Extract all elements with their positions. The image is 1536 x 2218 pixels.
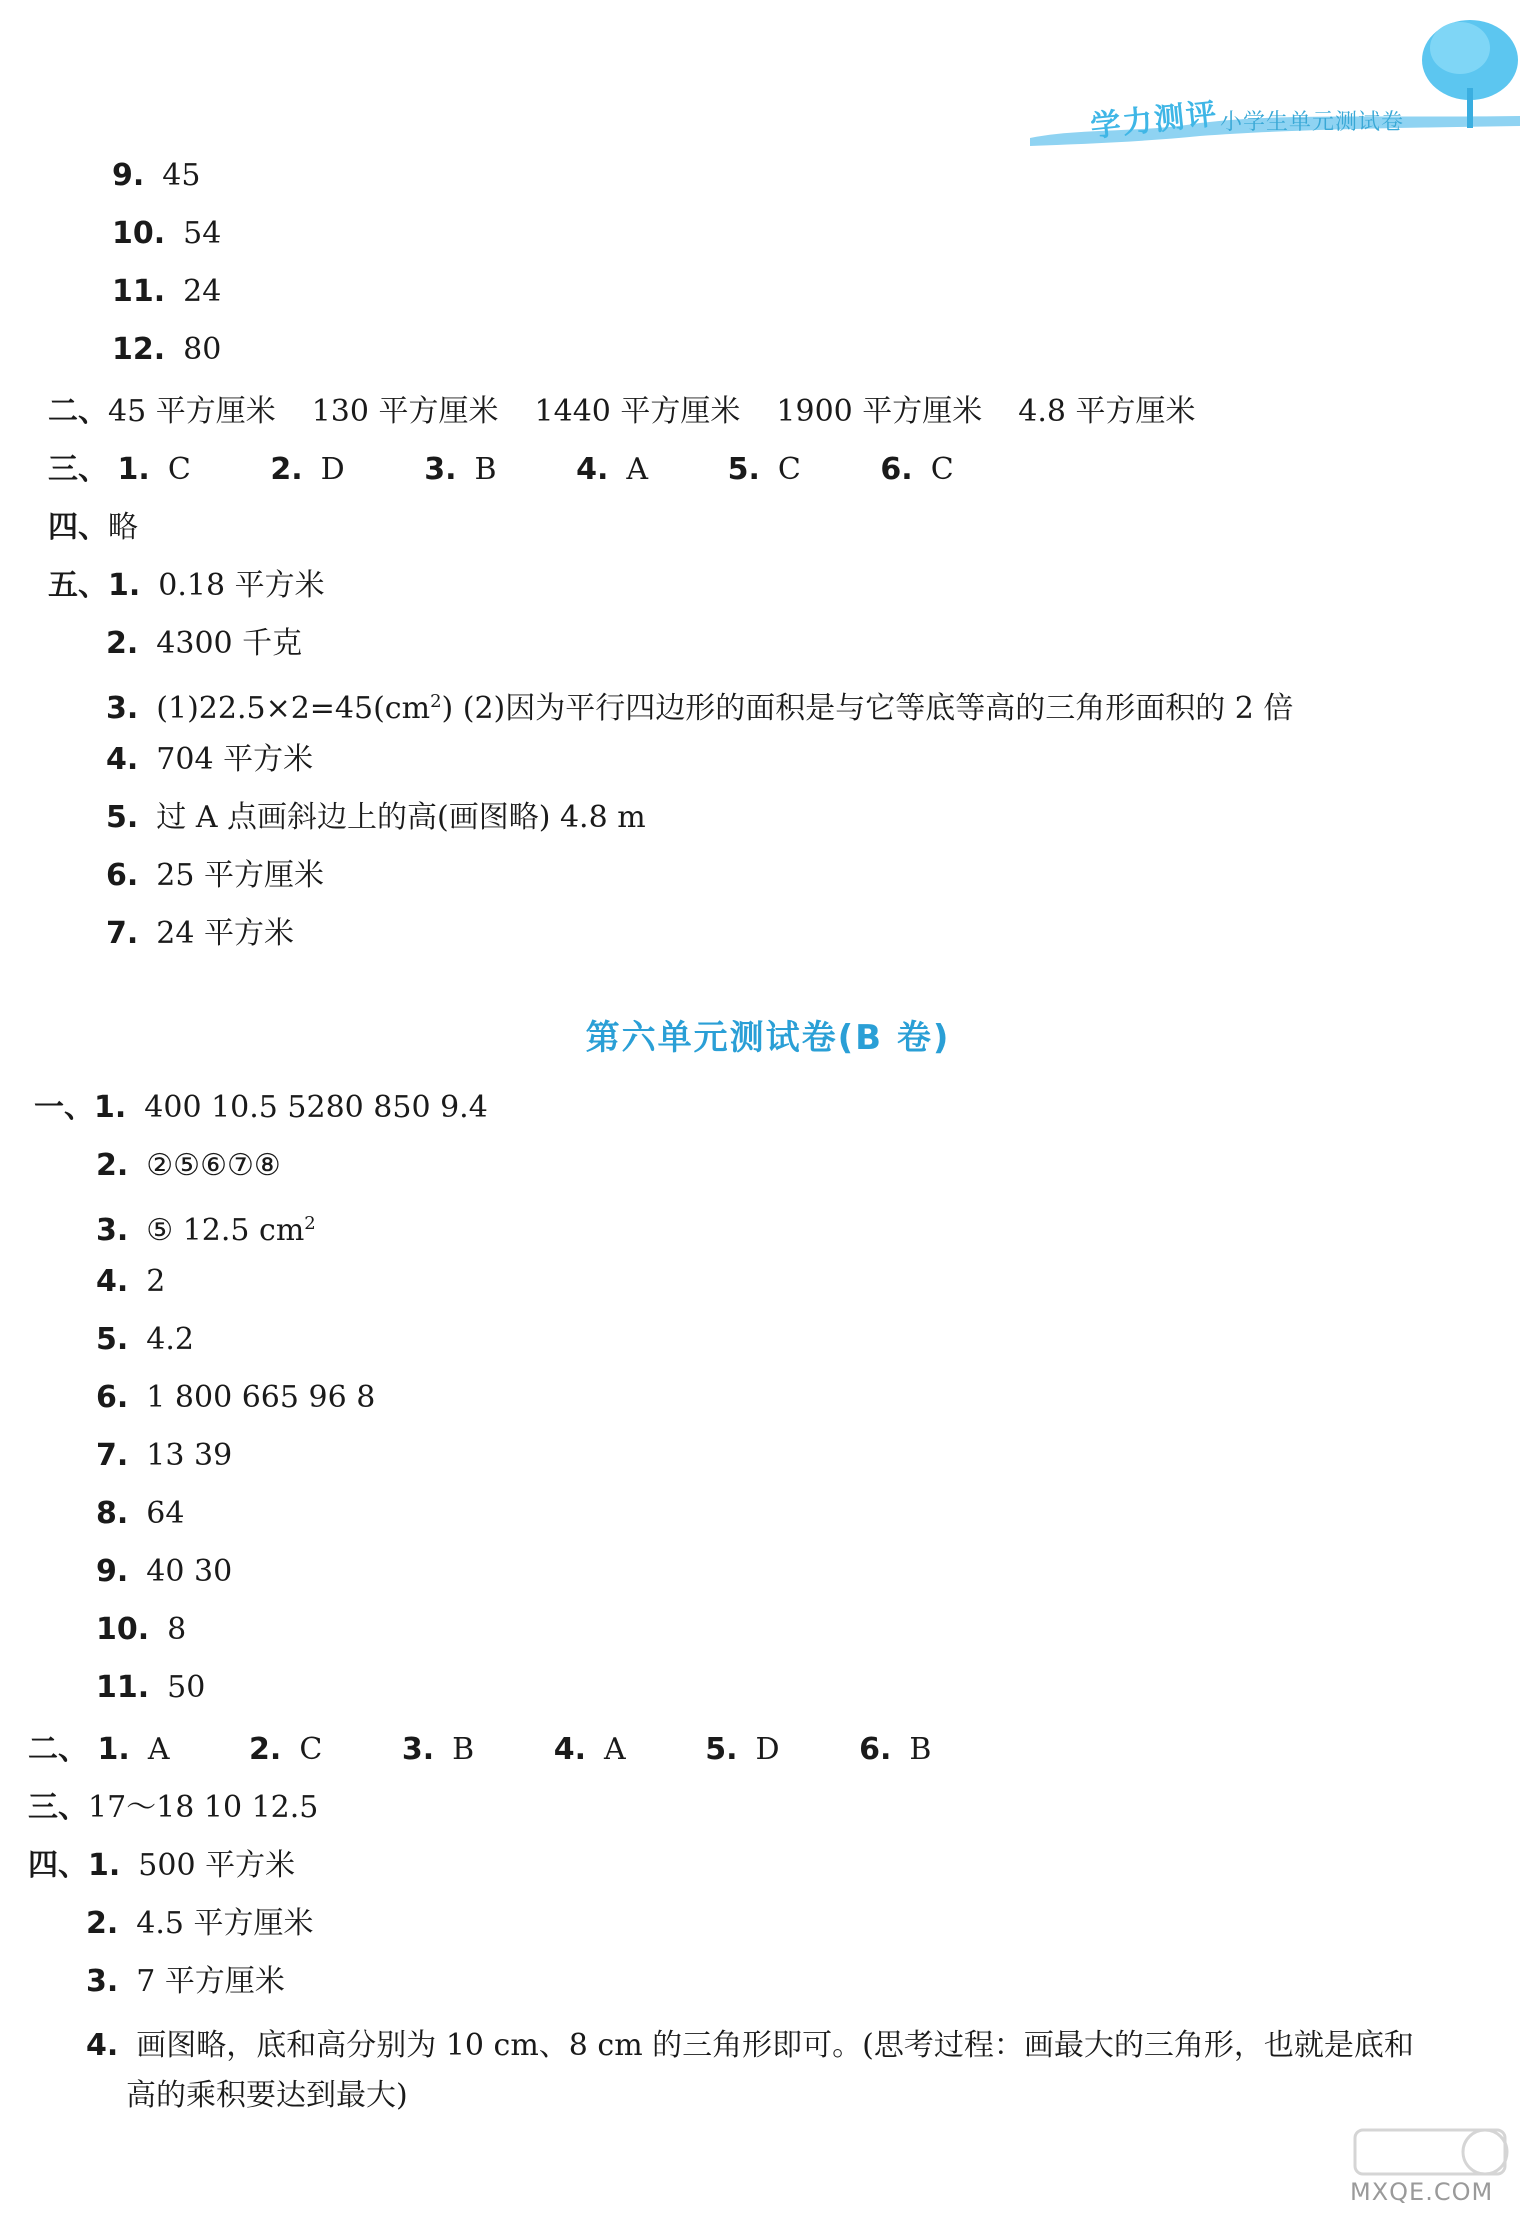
- b-section-1-item-9: 9. 40 30: [96, 1554, 233, 1589]
- answer-line: 10. 54: [112, 216, 222, 251]
- b-section-4-item-1: 四、1. 500 平方米: [28, 1848, 296, 1883]
- section-5-item-1: 五、1. 0.18 平方米: [48, 568, 325, 603]
- b-section-1-item-7: 7. 13 39: [96, 1438, 233, 1473]
- section-3-answers: 三、 1. C 2. D 3. B 4. A 5. C 6. C: [48, 452, 954, 487]
- b-section-4-item-3: 3. 7 平方厘米: [86, 1964, 285, 1999]
- b-section-4-item-2: 2. 4.5 平方厘米: [86, 1906, 314, 1941]
- b-section-4-item-4-cont: 高的乘积要达到最大): [126, 2078, 408, 2113]
- section-5-item-2: 2. 4300 千克: [106, 626, 303, 661]
- answer-line: 12. 80: [112, 332, 222, 367]
- section-5-item-3: 3. $(1)22.5\times 2=45(cm^2)$ (2)因为平行四边形的面积是与它等底等高的三角形面积的 2 倍: [106, 691, 1294, 726]
- section-4-answers: 四、略: [48, 510, 138, 545]
- b-section-1-item-2: 2. ②⑤⑥⑦⑧: [96, 1148, 281, 1183]
- b-section-1-item-10: 10. 8: [96, 1612, 187, 1647]
- b-section-1-item-4: 4. 2: [96, 1264, 166, 1299]
- b-section-1-item-8: 8. 64: [96, 1496, 185, 1531]
- section-title: 第六单元测试卷(B 卷): [585, 1018, 951, 1058]
- b-section-1-item-1: 一、1. 400 10.5 5280 850 9.4: [34, 1090, 488, 1125]
- section-5-item-5: 5. 过 A 点画斜边上的高(画图略) 4.8 m: [106, 800, 646, 835]
- section-5-item-6: 6. 25 平方厘米: [106, 858, 324, 893]
- b-section-1-item-5: 5. 4.2: [96, 1322, 194, 1357]
- b-section-1-item-3: 3. ⑤ 12.5 $cm^2$: [96, 1213, 316, 1248]
- watermark-text: MXQE.COM: [1350, 2178, 1494, 2206]
- answer-line: 9. 45: [112, 158, 201, 193]
- section-2-answers: 二、45 平方厘米 130 平方厘米 1440 平方厘米 1900 平方厘米 4.8 平方厘米: [48, 394, 1196, 429]
- b-section-2-answers: 二、 1. A 2. C 3. B 4. A 5. D 6. B: [28, 1732, 932, 1767]
- logo-main-text: 学力测评: [1088, 96, 1220, 145]
- b-section-3-answers: 三、17～18 10 12.5: [28, 1790, 319, 1825]
- logo-sub-text: 小学生单元测试卷: [1220, 110, 1405, 135]
- answer-line: 11. 24: [112, 274, 222, 309]
- section-5-item-4: 4. 704 平方米: [106, 742, 314, 777]
- b-section-1-item-6: 6. 1 800 665 96 8: [96, 1380, 376, 1415]
- section-5-item-7: 7. 24 平方米: [106, 916, 294, 951]
- b-section-1-item-11: 11. 50: [96, 1670, 206, 1705]
- b-section-4-item-4: 4. 画图略，底和高分别为 10 cm、8 cm 的三角形即可。(思考过程：画最大的三角形，也就是底和: [86, 2028, 1414, 2063]
